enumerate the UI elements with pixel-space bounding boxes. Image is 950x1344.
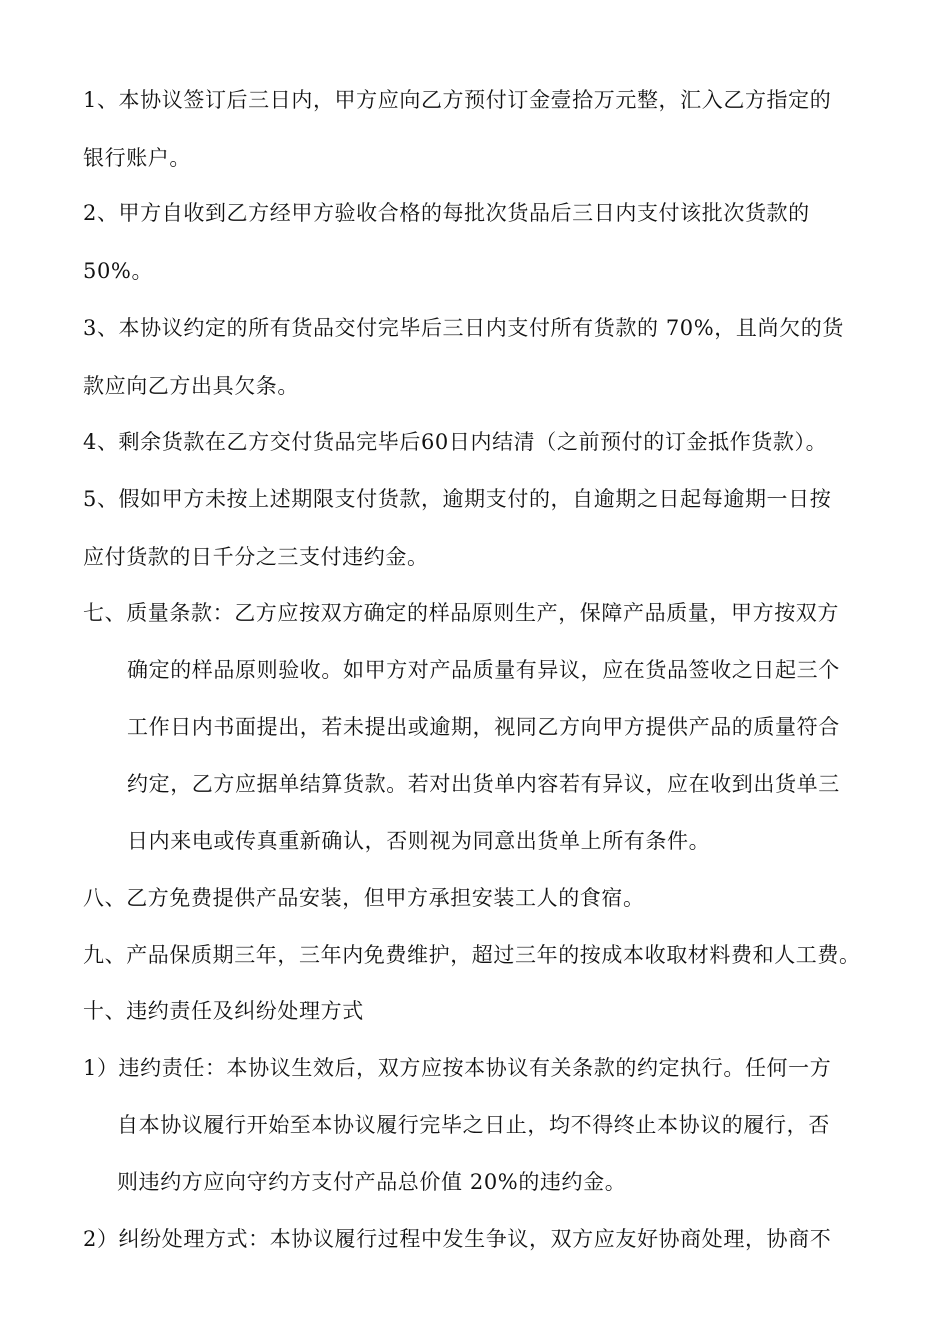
clause-1-line-2: 银行账户。 [83,146,191,170]
clause-5-line-1: 5、假如甲方未按上述期限支付货款，逾期支付的，自逾期之日起每逾期一日按 [83,487,832,511]
section-8-line-1: 八、乙方免费提供产品安装，但甲方承担安装工人的食宿。 [83,886,645,910]
clause-4-line-1: 4、剩余货款在乙方交付货品完毕后60日内结清（之前预付的订金抵作货款）。 [83,430,828,454]
clause-5-line-2: 应付货款的日千分之三支付违约金。 [83,545,429,569]
clause-3-line-1: 3、本协议约定的所有货品交付完毕后三日内支付所有货款的 70%，且尚欠的货 [83,316,844,340]
section-10-item-2-line-1: 2）纠纷处理方式：本协议履行过程中发生争议，双方应友好协商处理，协商不 [83,1227,832,1251]
section-7-line-2: 确定的样品原则验收。如甲方对产品质量有异议，应在货品签收之日起三个 [127,658,840,682]
clause-2-line-2: 50%。 [83,259,154,283]
section-10-heading: 十、违约责任及纠纷处理方式 [83,999,364,1023]
section-10-item-1-line-1: 1）违约责任：本协议生效后，双方应按本协议有关条款的约定执行。任何一方 [83,1056,832,1080]
section-7-line-4: 约定，乙方应据单结算货款。若对出货单内容若有异议，应在收到出货单三 [127,772,840,796]
section-7-line-5: 日内来电或传真重新确认，否则视为同意出货单上所有条件。 [127,829,711,853]
section-9-line-1: 九、产品保质期三年，三年内免费维护，超过三年的按成本收取材料费和人工费。 [83,943,861,967]
section-7-line-3: 工作日内书面提出，若未提出或逾期，视同乙方向甲方提供产品的质量符合 [127,715,840,739]
clause-3-line-2: 款应向乙方出具欠条。 [83,374,299,398]
clause-2-line-1: 2、甲方自收到乙方经甲方验收合格的每批次货品后三日内支付该批次货款的 [83,201,810,225]
section-7-line-1: 七、质量条款：乙方应按双方确定的样品原则生产，保障产品质量，甲方按双方 [83,601,839,625]
clause-1-line-1: 1、本协议签订后三日内，甲方应向乙方预付订金壹拾万元整，汇入乙方指定的 [83,88,832,112]
section-10-item-1-line-3: 则违约方应向守约方支付产品总价值 20%的违约金。 [117,1170,627,1194]
section-10-item-1-line-2: 自本协议履行开始至本协议履行完毕之日止，均不得终止本协议的履行，否 [117,1113,830,1137]
